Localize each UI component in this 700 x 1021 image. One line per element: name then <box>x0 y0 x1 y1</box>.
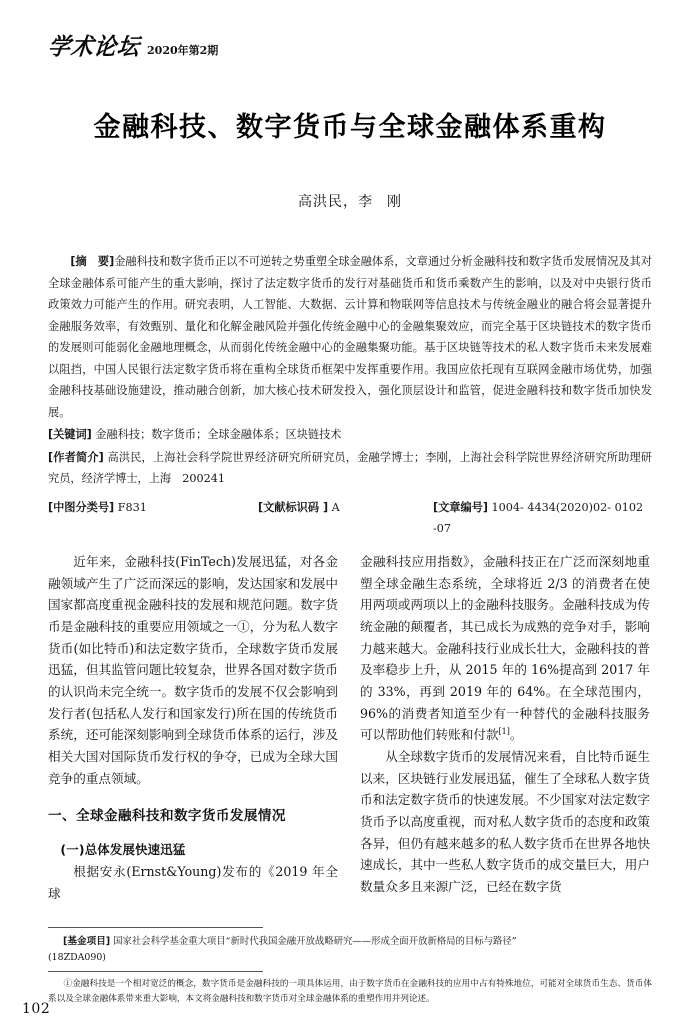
fund-project-label: [基金项目] <box>63 935 111 947</box>
keywords-paragraph <box>48 424 652 446</box>
fund-project-note <box>48 934 652 966</box>
body-columns <box>48 551 652 904</box>
author-bio-paragraph <box>48 447 652 490</box>
left-column <box>48 551 338 904</box>
clc-label: [中图分类号] <box>48 500 115 514</box>
right-column <box>360 551 650 904</box>
clc-value: F831 <box>117 500 147 514</box>
footer-divider-bottom <box>48 971 263 972</box>
document-code <box>258 497 433 540</box>
clc-number <box>48 497 258 540</box>
paragraph-ey-index: 根据安永(Ernst&Young)发布的《2019 年全球 <box>48 864 338 901</box>
issue-label: 2020年第2期 <box>147 44 219 57</box>
abstract-paragraph <box>48 251 652 423</box>
fund-project-line-1 <box>48 934 652 950</box>
paragraph-intro: 近年来，金融科技(FinTech)发展迅猛，对各金融领域产生了广泛而深远的影响，发达国家和发展中国家都高度重视金融科技的发展和规范问题。数字货币是金融科技的重要应用领域之一①，分为私人数字货币(如比特币)和法定数字货币，全球数字货币发展迅猛，但其监管问题比较复杂，世界各国对数字货币的认识尚未完全统一。数字货币的发展不仅会影响到发行者(包括私人发行和国家发行)所在国的传统货币系统，还可能深刻影响到全球货币体系的运行，涉及相关大国对国际货币发行权的争夺，已成为全球大国竞争的重点领域。 <box>48 554 338 786</box>
title-block <box>48 110 652 211</box>
author-bio-text: 高洪民，上海社会科学院世界经济研究所研究员，金融学博士；李刚，上海社会科学院世界经济研究所助理研究员，经济学博士，上海 200241 <box>48 450 652 486</box>
document-code-label: [文献标识码 ] <box>258 500 329 514</box>
citation-ref-1: [1] <box>498 727 510 737</box>
paragraph-ey-index-cont-text: 金融科技应用指数》，金融科技正在广泛而深刻地重塑全球金融生态系统，全球将近 2/3 的消费者在使用两项或两项以上的金融科技服务。金融科技成为传统金融的颠覆者，其已成长为成熟的竞争对手，影响力越来越大。金融科技行业成长壮大，金融科技的普及率稳步上升，从 2015 年的 16%提高到 2017 年的 33%，再到 2019 年的 64%。在全球范围内，96%的消费者知道至少有一种替代的金融科技服务可以帮助他们转账和付款 <box>360 554 650 743</box>
journal-logo: 学术论坛 <box>46 33 142 61</box>
author-line <box>48 191 652 211</box>
footnote-1 <box>48 977 652 1007</box>
fund-project-line-2: (18ZDA090) <box>48 951 106 963</box>
footer-divider-top <box>48 927 263 928</box>
footnote-1-text: 金融科技是一个相对宽泛的概念，数字货币是金融科技的一项具体运用，由于数字货币在金融科技的应用中占有特殊地位，可能对全球货币生态、货币体系以及全球金融体系带来重大影响，本文将金融科技和数字货币对全球金融体系的重塑作用并列论述。 <box>48 979 652 1005</box>
footnote-1-line <box>48 977 652 1007</box>
article-id-value: 1004- 4434(2020)02- 0102 -07 <box>433 500 644 535</box>
abstract-label: [摘 要] <box>70 255 115 269</box>
footer-notes <box>48 927 652 1007</box>
paragraph-ey-index-cont-end: 。 <box>509 727 523 743</box>
footnote-marker: ① <box>63 979 73 990</box>
article-id-label: [文章编号] <box>433 500 488 514</box>
paragraph-digital-currency: 从全球数字货币的发展情况来看，自比特币诞生以来，区块链行业发展迅猛，催生了全球私人数字货币和法定数字货币的快速发展。不少国家对法定数字货币予以高度重视，而对私人数字货币的态度和政策各异，但仍有越来越多的私人数字货币在世界各地快速成长，其中一些私人数字货币的成交量巨大，用户数量众多且来源广泛，已经在数字货 <box>360 749 650 894</box>
subsection-heading-1: (一)总体发展快速迅猛 <box>60 841 186 857</box>
classifier-row <box>48 497 652 540</box>
fund-project-text: 国家社会科学基金重大项目“新时代我国金融开放战略研究——形成全面开放新格局的目标与路径” <box>113 935 517 947</box>
author-name-primary: 高洪民，李 <box>298 194 373 211</box>
document-code-value: A <box>331 500 340 514</box>
running-head <box>46 0 652 61</box>
abstract-text: 金融科技和数字货币正以不可逆转之势重塑全球金融体系，文章通过分析金融科技和数字货币发展情况及其对全球金融体系可能产生的重大影响，探讨了法定数字货币的发行对基础货币和货币乘数产生的影响，以及对中央银行货币政策效力可能产生的作用。研究表明，人工智能、大数据、云计算和物联网等信息技术与传统金融业的融合将会显著提升金融服务效率，有效甄别、量化和化解金融风险并强化传统金融中心的金融集聚效应，而完全基于区块链技术的数字货币的发展则可能弱化金融地理概念，从而弱化传统金融中心的金融集聚功能。基于区块链等技术的私人数字货币未来发展难以阻挡，中国人民银行法定数字货币将在重构全球货币框架中发挥重要作用。我国应依托现有互联网金融市场优势，加强金融科技基础设施建设，推动融合创新，加大核心技术研发投入，强化顶层设计和监管，促进金融科技和数字货币加快发展。 <box>48 255 652 419</box>
keywords-text: 金融科技；数字货币；全球金融体系；区块链技术 <box>95 428 342 442</box>
keywords-label: [关键词] <box>48 428 92 442</box>
section-heading-1: 一、全球金融科技和数字货币发展情况 <box>48 808 286 825</box>
article-id <box>433 497 652 540</box>
author-bio-label: [作者简介] <box>48 450 104 464</box>
page-number: 102 <box>22 1001 51 1017</box>
front-matter <box>48 251 652 490</box>
page-title: 金融科技、数字货币与全球金融体系重构 <box>93 112 607 143</box>
author-name-secondary: 刚 <box>387 194 402 211</box>
paragraph-ey-index-cont <box>360 551 650 746</box>
